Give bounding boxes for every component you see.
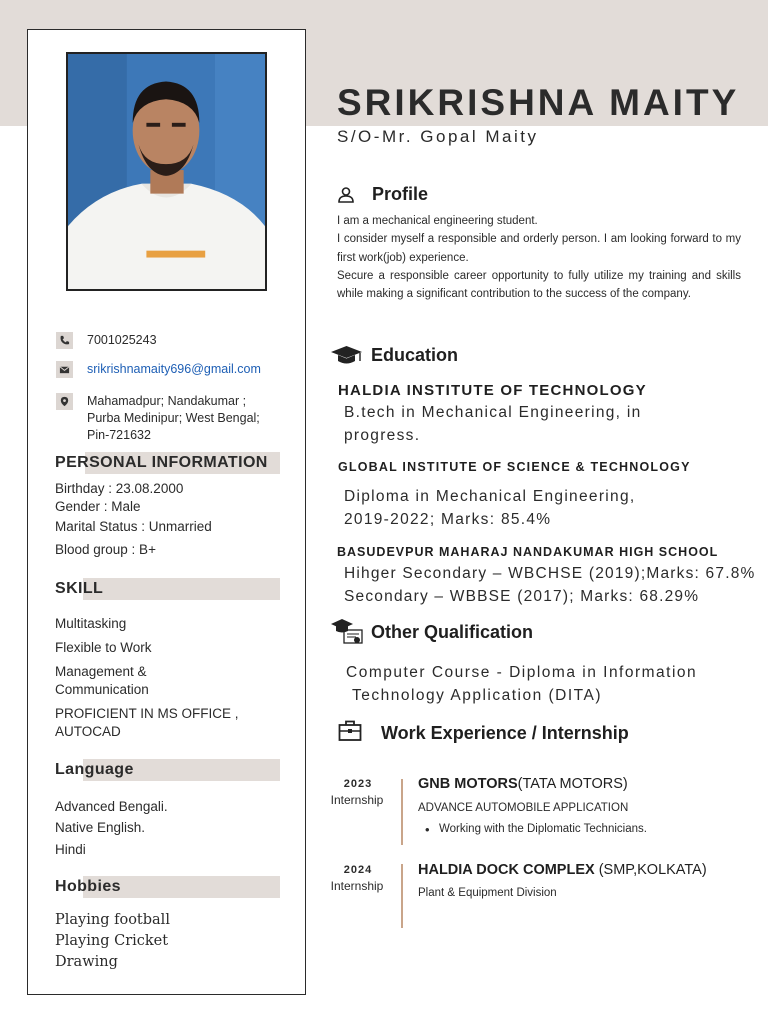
list-item: Hindi	[55, 842, 86, 857]
list-item: Birthday : 23.08.2000	[55, 481, 184, 496]
profile-line: I am a mechanical engineering student.	[337, 215, 538, 227]
education-detail-line: 2019-2022; Marks: 85.4%	[344, 511, 552, 528]
sidebar	[27, 29, 306, 995]
work-experience-heading: Work Experience / Internship	[381, 723, 629, 743]
timeline-line	[401, 864, 403, 928]
qualification-line: Computer Course - Diploma in Information	[346, 664, 698, 681]
list-item: AUTOCAD	[55, 724, 121, 739]
address-line: Purba Medinipur; West Bengal;	[87, 411, 260, 425]
skill-heading: SKILL	[55, 578, 280, 600]
list-item: Playing Cricket	[55, 933, 169, 949]
location-pin-icon	[56, 393, 73, 410]
education-detail-line: B.tech in Mechanical Engineering, in	[344, 404, 642, 421]
institution-name: GLOBAL INSTITUTE OF SCIENCE & TECHNOLOGY	[338, 460, 691, 474]
candidate-name: SRIKRISHNA MAITY	[337, 82, 740, 123]
phone-number: 7001025243	[87, 333, 157, 347]
work-company: HALDIA DOCK COMPLEX (SMP,KOLKATA)	[418, 862, 707, 878]
work-subtitle: Plant & Equipment Division	[418, 887, 557, 899]
education-detail-line: Diploma in Mechanical Engineering,	[344, 488, 636, 505]
education-detail-line: Hihger Secondary – WBCHSE (2019);Marks: 67.8%	[344, 565, 756, 582]
education-heading: Education	[371, 345, 459, 365]
work-year: 2024	[343, 864, 373, 876]
list-item: PROFICIENT IN MS OFFICE ,	[55, 706, 239, 721]
education-detail	[344, 401, 642, 447]
institution-name: BASUDEVPUR MAHARAJ NANDAKUMAR HIGH SCHOOL	[337, 545, 719, 559]
list-item: Flexible to Work	[55, 640, 152, 655]
contact-phone	[56, 332, 157, 349]
list-item: Multitasking	[55, 616, 127, 631]
graduation-cap-icon	[330, 345, 363, 367]
education-detail	[344, 562, 756, 608]
phone-icon	[56, 332, 73, 349]
list-item: Advanced Bengali.	[55, 799, 168, 814]
briefcase-icon	[338, 720, 362, 742]
candidate-subtitle: S/O-Mr. Gopal Maity	[337, 127, 539, 146]
hobbies-heading: Hobbies	[55, 876, 280, 898]
profile-heading: Profile	[372, 184, 429, 204]
address-line: Mahamadpur; Nandakumar ;	[87, 394, 247, 408]
language-heading: Language	[55, 759, 280, 781]
work-year: 2023	[343, 778, 373, 790]
education-detail-line: Secondary – WBBSE (2017); Marks: 68.29%	[344, 588, 700, 605]
education-detail	[344, 485, 635, 531]
certificate-icon	[330, 618, 364, 646]
contact-address	[56, 393, 260, 444]
mail-icon	[56, 361, 73, 378]
list-item: Management &	[55, 664, 147, 679]
other-qualification-heading: Other Qualification	[371, 622, 534, 642]
qualification-line: Technology Application (DITA)	[352, 687, 602, 704]
work-bullet: • Working with the Diplomatic Technicians.	[439, 823, 647, 835]
address-line: Pin-721632	[87, 428, 151, 442]
work-type: Internship	[330, 793, 384, 807]
address	[87, 393, 260, 444]
email-link[interactable]: srikrishnamaity696@gmail.com	[87, 362, 261, 376]
work-type: Internship	[330, 879, 384, 893]
list-item: Gender : Male	[55, 499, 141, 514]
list-item: Marital Status : Unmarried	[55, 519, 212, 534]
timeline-line	[401, 779, 403, 845]
list-item: Native English.	[55, 820, 146, 835]
list-item: Playing football	[55, 912, 170, 928]
education-detail-line: progress.	[344, 427, 421, 444]
other-qualification-detail	[346, 661, 697, 707]
institution-name: HALDIA INSTITUTE OF TECHNOLOGY	[338, 382, 647, 399]
profile-photo	[66, 52, 267, 291]
personal-info-heading: PERSONAL INFORMATION	[55, 452, 280, 474]
work-company: GNB MOTORS(TATA MOTORS)	[418, 776, 628, 792]
profile-line: Secure a responsible career opportunity to fully utilize my training and skills while making a significant contribution to the success of the company.	[337, 269, 741, 301]
list-item: Communication	[55, 682, 149, 697]
user-icon	[337, 186, 355, 204]
list-item: Blood group : B+	[55, 542, 156, 557]
list-item: Drawing	[55, 954, 118, 970]
work-subtitle: ADVANCE AUTOMOBILE APPLICATION	[418, 802, 629, 814]
contact-email	[56, 361, 261, 378]
profile-line: I consider myself a responsible and orderly person. I am looking forward to my first work(job) experience.	[337, 233, 741, 264]
profile-text	[337, 212, 741, 303]
